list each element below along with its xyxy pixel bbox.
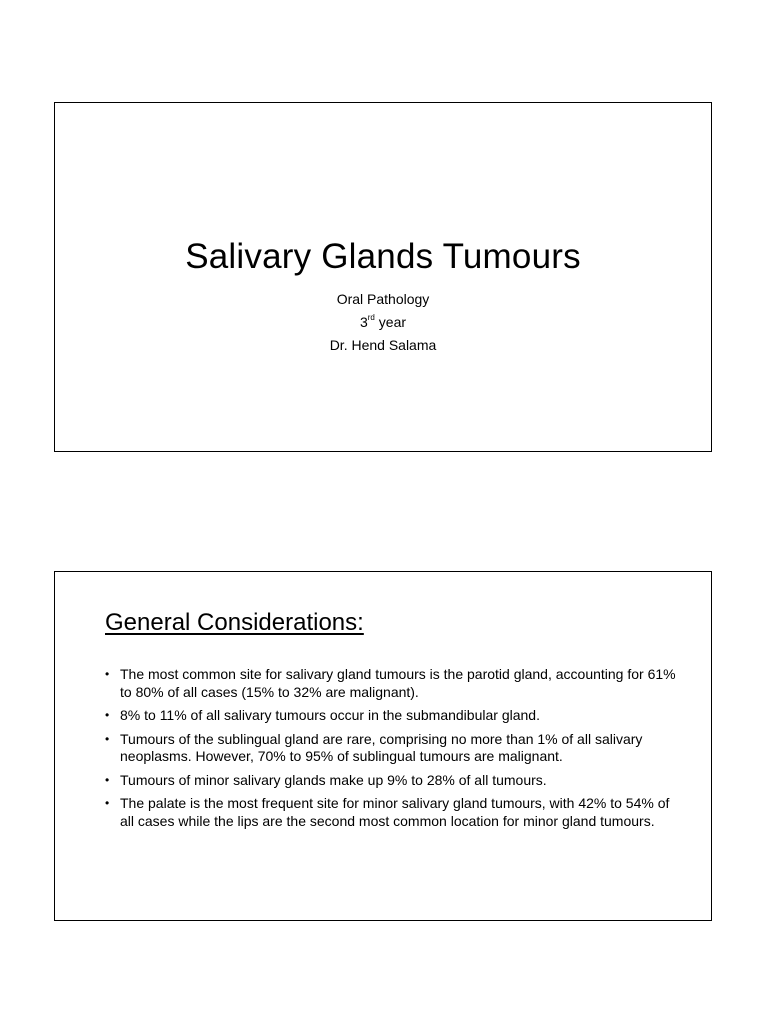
slide-title: Salivary Glands Tumours	[185, 237, 581, 276]
bullet-text: Tumours of minor salivary glands make up 9% to 28% of all tumours.	[120, 771, 547, 788]
bullet-text: Tumours of the sublingual gland are rare, comprising no more than 1% of all salivary neoplasms. However, 70% to 95% of sublingual tumours are malignant.	[120, 730, 643, 764]
title-slide	[54, 102, 712, 452]
bullet-icon: •	[105, 667, 110, 681]
bullet-list	[105, 666, 680, 836]
bullet-icon: •	[105, 796, 110, 810]
list-item	[105, 795, 680, 830]
year-number: 3	[359, 314, 368, 330]
list-item	[105, 772, 680, 790]
year-word: year	[374, 314, 407, 330]
author-name: Dr. Hend Salama	[329, 337, 437, 353]
bullet-text: The most common site for salivary gland tumours is the parotid gland, accounting for 61% to 80% of all cases (15% to 32% are malignant).	[120, 666, 676, 700]
slide-subtitle	[55, 288, 711, 357]
bullet-icon: •	[105, 731, 110, 746]
year-suffix: rd	[367, 313, 375, 323]
bullet-icon: •	[105, 708, 110, 722]
course-name: Oral Pathology	[336, 291, 430, 307]
bullet-text: 8% to 11% of all salivary tumours occur in the submandibular gland.	[120, 707, 540, 723]
list-item	[105, 731, 680, 766]
slide-heading: General Considerations:	[105, 609, 364, 636]
content-slide	[54, 571, 712, 921]
bullet-icon: •	[105, 772, 110, 787]
list-item	[105, 707, 680, 725]
bullet-text: The palate is the most frequent site for minor salivary gland tumours, with 42% to 54% of all cases while the lips are the second most common location for minor gland tumours.	[120, 795, 670, 829]
academic-year	[55, 311, 711, 334]
list-item	[105, 666, 680, 701]
